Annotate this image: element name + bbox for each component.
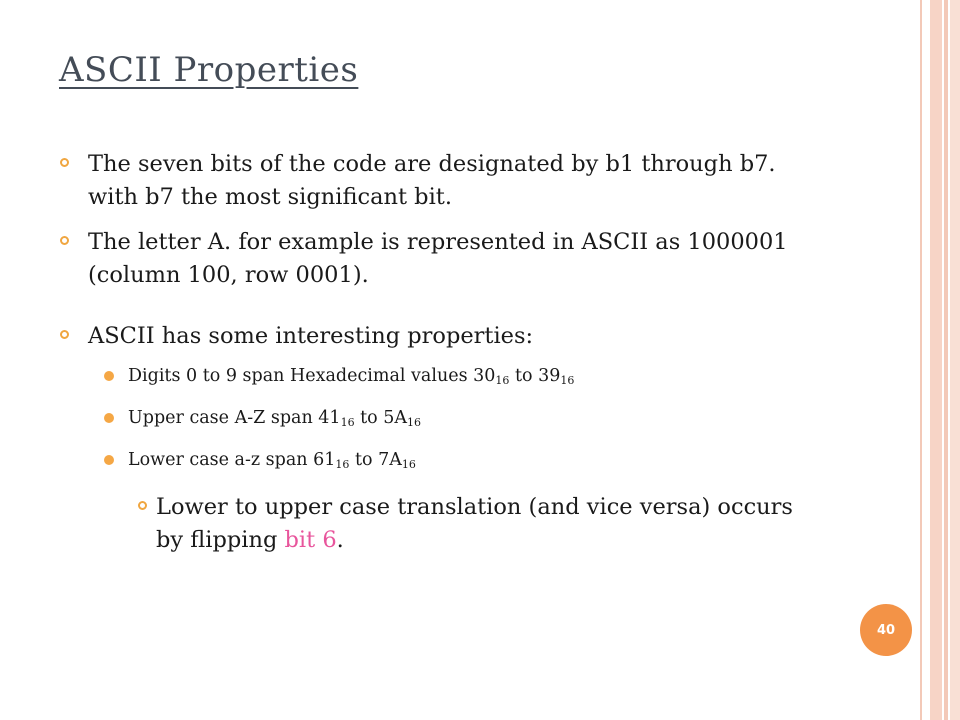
sub-bullet-middle: to 39: [509, 366, 561, 386]
circle-bullet-icon: [60, 236, 69, 245]
circle-bullet-icon: [60, 158, 69, 167]
note-text-before: Lower to upper case translation (and vice versa) occurs by flipping: [156, 494, 793, 553]
sub-bullet-text: [128, 408, 421, 428]
bullet-text: The seven bits of the code are designated by b1 through b7. with b7 the most significant bit.: [88, 151, 776, 210]
dot-bullet-icon: [104, 455, 114, 465]
note-text: [156, 494, 793, 553]
bullet-item: [60, 320, 820, 353]
sub-bullet-text: [128, 366, 574, 386]
decorative-stripe: [950, 0, 960, 720]
subscript: 16: [560, 374, 575, 387]
slide-title: ASCII Properties: [59, 50, 359, 90]
sub-bullet-prefix: Digits 0 to 9 span Hexadecimal values 30: [128, 366, 496, 386]
dot-bullet-icon: [104, 413, 114, 423]
note-highlight: bit 6: [284, 527, 337, 553]
page-number-badge: 40: [860, 604, 912, 656]
subscript: 16: [401, 458, 416, 471]
circle-bullet-icon: [138, 501, 147, 510]
subscript: 16: [335, 458, 350, 471]
subscript: 16: [495, 374, 510, 387]
sub-bullet-item: [60, 449, 820, 476]
sub-bullet-item: [60, 365, 820, 392]
note-text-after: .: [336, 527, 344, 553]
subscript: 16: [407, 416, 422, 429]
bullet-item: [60, 148, 820, 214]
dot-bullet-icon: [104, 371, 114, 381]
note-item: [60, 491, 820, 557]
sub-bullet-item: [60, 407, 820, 434]
bullet-item: [60, 226, 820, 292]
decorative-stripe: [944, 0, 948, 720]
sub-bullet-text: [128, 450, 416, 470]
bullet-text: ASCII has some interesting properties:: [88, 323, 534, 349]
decorative-stripe: [930, 0, 942, 720]
sub-bullet-prefix: Lower case a-z span 61: [128, 450, 336, 470]
bullet-list: [60, 148, 820, 557]
decorative-stripe: [920, 0, 922, 720]
sub-bullet-prefix: Upper case A-Z span 41: [128, 408, 341, 428]
circle-bullet-icon: [60, 330, 69, 339]
sub-bullet-middle: to 7A: [349, 450, 402, 470]
sub-bullet-middle: to 5A: [354, 408, 408, 428]
subscript: 16: [340, 416, 355, 429]
bullet-text: The letter A. for example is represented in ASCII as 1000001 (column 100, row 0001).: [88, 229, 788, 288]
